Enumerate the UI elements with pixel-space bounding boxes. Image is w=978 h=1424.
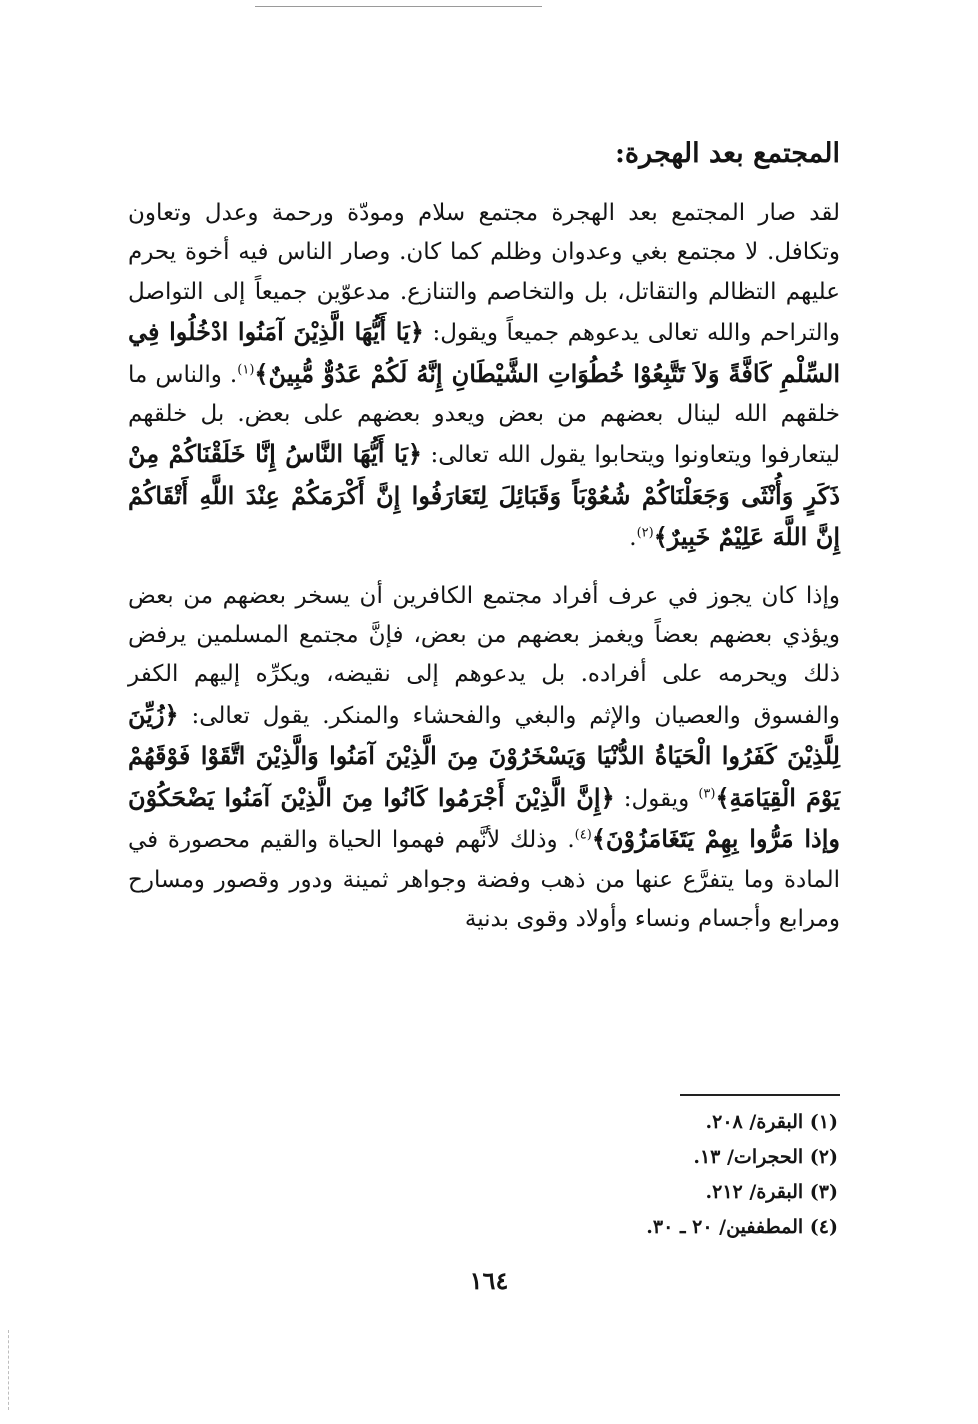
paragraph-1 (128, 194, 840, 559)
paragraph-1-text-c: . (629, 525, 637, 552)
footnote-ref-4: (٤) (574, 827, 592, 843)
section-heading: المجتمع بعد الهجرة: (614, 138, 840, 169)
paragraph-2 (128, 577, 840, 940)
footnote-ref-1: (١) (237, 361, 255, 377)
footnote-4: (٤) المطففين/ ٢٠ ـ ٣٠. (646, 1216, 838, 1238)
footnote-ref-2: (٢) (636, 525, 654, 541)
footnote-separator (680, 1094, 840, 1096)
quran-verse-2: ﴿يَا أَيُّهَا النَّاسُ إِنَّا خَلَقْنَاكُمْ مِنْ ذَكَرٍ وَأُنْثَى وَجَعَلْنَاكُمْ شُعُوْبَاً وَقَبَائِلَ لِتَعَارَفُوا إِنَّ أَكْرَمَكُمْ عِنْدَ اللَّهِ أَتْقَاكُمْ إِنَّ اللَّهَ عَلِيْمٌ خَبِيرٌ﴾ (128, 439, 840, 552)
footnote-1: (١) البقرة/ ٢٠٨. (705, 1111, 838, 1133)
paragraph-2-text-c: . وذلك لأنَّهم فهموا الحياة والقيم محصورة في المادة وما يتفرَّع عنها من ذهب وفضة وجواهر ثمينة ودور وقصور ومسارح ومرابع وأجسام ونساء وأولاد وقوى بدنية (128, 827, 840, 932)
footnote-3: (٣) البقرة/ ٢١٢. (705, 1181, 838, 1203)
footnote-2: (٢) الحجرات/ ١٣. (693, 1146, 838, 1168)
footnotes-list (418, 1105, 838, 1245)
quran-verse-1: ﴿يَا أَيُّهَا الَّذِيْنَ آمَنُوا ادْخُلُوا فِي السِّلْمِ كَافَّةً وَلاَ تَتَّبِعُوْا خُطُوَاتِ الشَّيْطَانِ إِنَّهُ لَكُمْ عَدُوٌّ مُّبِينٌ﴾ (128, 317, 840, 388)
quran-verse-4: ﴿إِنَّ الَّذِيْنَ أَجْرَمُوا كَانُوا مِنَ الَّذِيْنَ آمَنُوا يَضْحَكُوْنَ وإذا مَرُّوا بِهِمْ يَتَغَامَزُوْنَ﴾ (128, 782, 840, 854)
paragraph-1-text-b: . والناس ما خلقهم الله لينال بعضهم من بعض ويعدو بعضهم على بعض. بل خلقهم ليتعارفوا ويتعاونوا ويتحابوا يقول الله تعالى: (128, 361, 841, 469)
page-number: ١٦٤ (469, 1266, 509, 1295)
footnote-ref-3: (٣) (698, 786, 716, 802)
paragraph-1-text-a: لقد صار المجتمع بعد الهجرة مجتمع سلام ومودّة ورحمة وعدل وتعاون وتكافل. لا مجتمع بغي وعدوان وظلم كما كان. وصار الناس فيه أخوة يحرم عليهم التظالم والتقاتل، بل والتخاصم والتنازع. مدعوّين جميعاً إلى التواصل والتراحم والله تعالى يدعوهم جميعاً ويقول: (128, 200, 841, 347)
page-body (128, 132, 840, 939)
top-rule (255, 6, 542, 7)
paragraph-2-text-a: وإذا كان يجوز في عرف أفراد مجتمع الكافرين أن يسخر بعضهم من بعض ويؤذي بعضهم بعضاً ويغمز بعضهم من بعض، فإنَّ مجتمع المسلمين يرفض ذلك ويحرمه على أفراده. بل يدعوهم إلى نقيضه، ويكرِّه إليهم الكفر والفسوق والعصيان والإثم والبغي والفحشاء والمنكر. يقول تعالى: (128, 582, 840, 729)
paragraph-2-text-b: ويقول: (614, 785, 699, 812)
quran-verse-3: ﴿زُيِّنَ لِلَّذِيْنَ كَفَرُوا الْحَيَاةُ الدُّنْيَا وَيَسْخَرُوْنَ مِنَ الَّذِيْنَ آمَنُوا وَالَّذِيْنَ اتَّقَوْا فَوْقَهُمْ يَوْمَ الْقِيَامَةِ﴾ (128, 699, 840, 812)
scan-edge-mark (8, 1330, 9, 1410)
